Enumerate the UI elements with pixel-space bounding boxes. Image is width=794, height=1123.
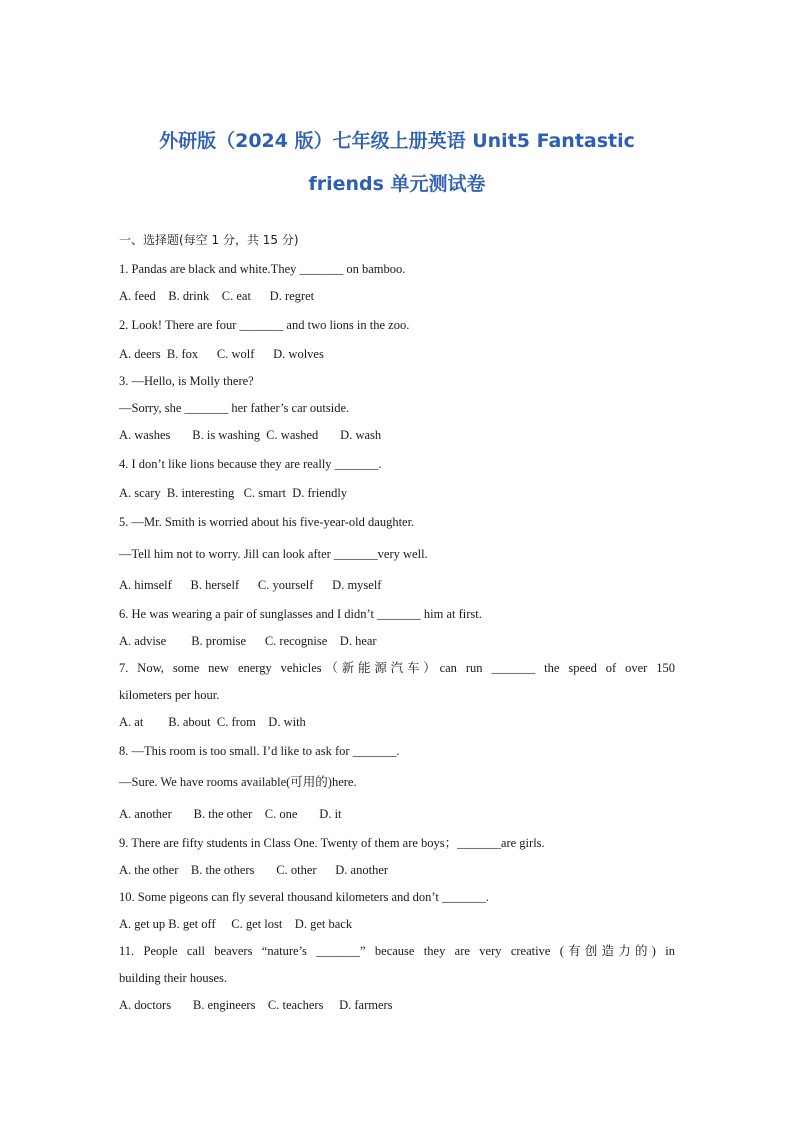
section-heading: 一、选择题(每空 1 分，共 15 分) bbox=[119, 233, 299, 247]
question-6-stem: 6. He was wearing a pair of sunglasses and I didn’t _______ him at first. bbox=[119, 607, 482, 621]
question-11-options: A. doctors B. engineers C. teachers D. farmers bbox=[119, 998, 393, 1012]
question-5-stem-line-1: 5. —Mr. Smith is worried about his five-year-old daughter. bbox=[119, 515, 415, 529]
question-3-options: A. washes B. is washing C. washed D. wash bbox=[119, 428, 382, 442]
question-7-options: A. at B. about C. from D. with bbox=[119, 715, 306, 729]
question-2-options: A. deers B. fox C. wolf D. wolves bbox=[119, 347, 324, 361]
question-10-stem: 10. Some pigeons can fly several thousand kilometers and don’t _______. bbox=[119, 890, 489, 904]
question-8-stem-line-2: —Sure. We have rooms available(可用的)here. bbox=[119, 775, 357, 789]
question-5-stem-line-2: —Tell him not to worry. Jill can look after _______very well. bbox=[119, 547, 428, 561]
question-1-options: A. feed B. drink C. eat D. regret bbox=[119, 289, 315, 303]
question-6-options: A. advise B. promise C. recognise D. hear bbox=[119, 634, 377, 648]
question-7-stem-line-2: kilometers per hour. bbox=[119, 688, 220, 702]
question-3-stem-line-1: 3. —Hello, is Molly there? bbox=[119, 374, 254, 388]
question-7-stem-line-1: 7. Now, some new energy vehicles（新能源汽车）can run _______ the speed of over 150 bbox=[119, 661, 675, 675]
question-8-stem-line-1: 8. —This room is too small. I’d like to ask for _______. bbox=[119, 744, 400, 758]
question-4-options: A. scary B. interesting C. smart D. friendly bbox=[119, 486, 348, 500]
question-8-options: A. another B. the other C. one D. it bbox=[119, 807, 342, 821]
document-title-line-2: friends 单元测试卷 bbox=[308, 173, 486, 195]
question-2-stem: 2. Look! There are four _______ and two lions in the zoo. bbox=[119, 318, 410, 332]
question-9-stem: 9. There are fifty students in Class One. Twenty of them are boys；_______are girls. bbox=[119, 836, 545, 850]
question-11-stem-line-1: 11. People call beavers “nature’s _______” because they are very creative (有创造力的) in bbox=[119, 944, 675, 958]
question-5-options: A. himself B. herself C. yourself D. myself bbox=[119, 578, 382, 592]
question-9-options: A. the other B. the others C. other D. another bbox=[119, 863, 389, 877]
question-4-stem: 4. I don’t like lions because they are really _______. bbox=[119, 457, 382, 471]
question-10-options: A. get up B. get off C. get lost D. get back bbox=[119, 917, 353, 931]
question-11-stem-line-2: building their houses. bbox=[119, 971, 227, 985]
question-1-stem: 1. Pandas are black and white.They _______ on bamboo. bbox=[119, 262, 406, 276]
document-title-line-1: 外研版（2024 版）七年级上册英语 Unit5 Fantastic bbox=[159, 130, 635, 152]
question-3-stem-line-2: —Sorry, she _______ her father’s car outside. bbox=[119, 401, 350, 415]
